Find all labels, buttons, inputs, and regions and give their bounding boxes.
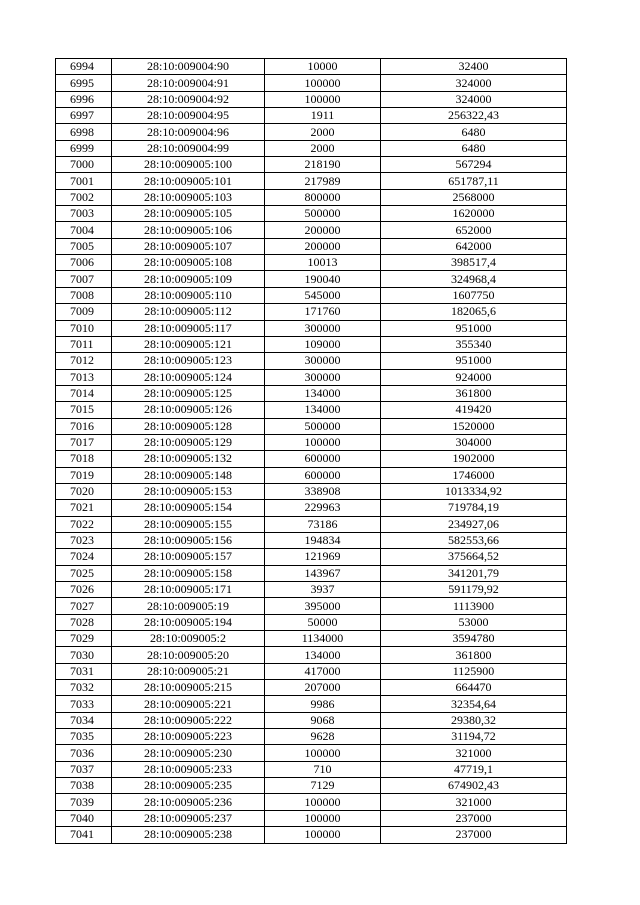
row-number-cell: 7026 [56, 582, 112, 598]
row-number-cell: 7032 [56, 680, 112, 696]
area-cell: 100000 [265, 91, 381, 107]
row-number-cell: 7024 [56, 549, 112, 565]
row-number-cell: 7035 [56, 729, 112, 745]
value-cell: 719784,19 [381, 500, 567, 516]
table-row [56, 778, 567, 794]
area-cell: 121969 [265, 549, 381, 565]
value-cell: 375664,52 [381, 549, 567, 565]
value-cell: 32400 [381, 59, 567, 75]
value-cell: 567294 [381, 157, 567, 173]
value-cell: 324000 [381, 91, 567, 107]
cadastral-number-cell: 28:10:009005:223 [112, 729, 265, 745]
row-number-cell: 7002 [56, 189, 112, 205]
cadastral-number-cell: 28:10:009005:20 [112, 647, 265, 663]
table-row [56, 304, 567, 320]
table-row [56, 173, 567, 189]
value-cell: 6480 [381, 140, 567, 156]
area-cell: 417000 [265, 663, 381, 679]
value-cell: 1125900 [381, 663, 567, 679]
cadastral-number-cell: 28:10:009005:125 [112, 385, 265, 401]
cadastral-number-cell: 28:10:009005:126 [112, 402, 265, 418]
value-cell: 324968,4 [381, 271, 567, 287]
value-cell: 361800 [381, 647, 567, 663]
area-cell: 109000 [265, 336, 381, 352]
value-cell: 924000 [381, 369, 567, 385]
area-cell: 190040 [265, 271, 381, 287]
row-number-cell: 7012 [56, 353, 112, 369]
cadastral-number-cell: 28:10:009005:110 [112, 287, 265, 303]
row-number-cell: 6996 [56, 91, 112, 107]
table-row [56, 271, 567, 287]
value-cell: 324000 [381, 75, 567, 91]
row-number-cell: 7033 [56, 696, 112, 712]
row-number-cell: 7041 [56, 827, 112, 843]
table-row [56, 238, 567, 254]
row-number-cell: 7007 [56, 271, 112, 287]
table-row [56, 680, 567, 696]
table-row [56, 206, 567, 222]
table-row [56, 434, 567, 450]
cadastral-number-cell: 28:10:009004:95 [112, 108, 265, 124]
value-cell: 951000 [381, 320, 567, 336]
area-cell: 100000 [265, 810, 381, 826]
cadastral-number-cell: 28:10:009005:101 [112, 173, 265, 189]
row-number-cell: 6998 [56, 124, 112, 140]
value-cell: 1620000 [381, 206, 567, 222]
cadastral-number-cell: 28:10:009005:194 [112, 614, 265, 630]
value-cell: 1746000 [381, 467, 567, 483]
table-row [56, 287, 567, 303]
row-number-cell: 7039 [56, 794, 112, 810]
cadastral-number-cell: 28:10:009005:237 [112, 810, 265, 826]
value-cell: 1113900 [381, 598, 567, 614]
value-cell: 582553,66 [381, 532, 567, 548]
area-cell: 710 [265, 761, 381, 777]
table-row [56, 582, 567, 598]
cadastral-number-cell: 28:10:009005:238 [112, 827, 265, 843]
table-row [56, 385, 567, 401]
area-cell: 2000 [265, 124, 381, 140]
table-row [56, 516, 567, 532]
cadastral-number-cell: 28:10:009004:96 [112, 124, 265, 140]
area-cell: 1911 [265, 108, 381, 124]
row-number-cell: 7009 [56, 304, 112, 320]
area-cell: 100000 [265, 794, 381, 810]
row-number-cell: 7029 [56, 631, 112, 647]
value-cell: 2568000 [381, 189, 567, 205]
cadastral-number-cell: 28:10:009005:171 [112, 582, 265, 598]
area-cell: 218190 [265, 157, 381, 173]
row-number-cell: 7020 [56, 483, 112, 499]
row-number-cell: 7030 [56, 647, 112, 663]
cadastral-number-cell: 28:10:009005:105 [112, 206, 265, 222]
value-cell: 419420 [381, 402, 567, 418]
area-cell: 338908 [265, 483, 381, 499]
cadastral-number-cell: 28:10:009005:153 [112, 483, 265, 499]
row-number-cell: 7031 [56, 663, 112, 679]
row-number-cell: 7005 [56, 238, 112, 254]
area-cell: 194834 [265, 532, 381, 548]
table-row [56, 124, 567, 140]
row-number-cell: 7000 [56, 157, 112, 173]
row-number-cell: 6994 [56, 59, 112, 75]
cadastral-number-cell: 28:10:009005:123 [112, 353, 265, 369]
row-number-cell: 7010 [56, 320, 112, 336]
table-row [56, 369, 567, 385]
cadastral-number-cell: 28:10:009005:100 [112, 157, 265, 173]
row-number-cell: 7008 [56, 287, 112, 303]
value-cell: 651787,11 [381, 173, 567, 189]
table-row [56, 402, 567, 418]
area-cell: 9986 [265, 696, 381, 712]
row-number-cell: 6995 [56, 75, 112, 91]
value-cell: 53000 [381, 614, 567, 630]
value-cell: 1607750 [381, 287, 567, 303]
area-cell: 600000 [265, 451, 381, 467]
cadastral-number-cell: 28:10:009005:154 [112, 500, 265, 516]
value-cell: 1520000 [381, 418, 567, 434]
area-cell: 395000 [265, 598, 381, 614]
cadastral-number-cell: 28:10:009005:107 [112, 238, 265, 254]
table-row [56, 75, 567, 91]
row-number-cell: 7034 [56, 712, 112, 728]
table-row [56, 500, 567, 516]
area-cell: 100000 [265, 827, 381, 843]
value-cell: 1013334,92 [381, 483, 567, 499]
value-cell: 234927,06 [381, 516, 567, 532]
area-cell: 50000 [265, 614, 381, 630]
area-cell: 545000 [265, 287, 381, 303]
area-cell: 143967 [265, 565, 381, 581]
value-cell: 31194,72 [381, 729, 567, 745]
cadastral-number-cell: 28:10:009005:19 [112, 598, 265, 614]
row-number-cell: 7006 [56, 255, 112, 271]
value-cell: 237000 [381, 810, 567, 826]
value-cell: 361800 [381, 385, 567, 401]
table-row [56, 320, 567, 336]
area-cell: 134000 [265, 385, 381, 401]
area-cell: 300000 [265, 353, 381, 369]
row-number-cell: 7017 [56, 434, 112, 450]
value-cell: 237000 [381, 827, 567, 843]
cadastral-number-cell: 28:10:009005:157 [112, 549, 265, 565]
area-cell: 134000 [265, 402, 381, 418]
cadastral-number-cell: 28:10:009005:132 [112, 451, 265, 467]
cadastral-number-cell: 28:10:009005:121 [112, 336, 265, 352]
table-row [56, 598, 567, 614]
value-cell: 29380,32 [381, 712, 567, 728]
area-cell: 7129 [265, 778, 381, 794]
value-cell: 642000 [381, 238, 567, 254]
cadastral-number-cell: 28:10:009005:233 [112, 761, 265, 777]
value-cell: 32354,64 [381, 696, 567, 712]
value-cell: 256322,43 [381, 108, 567, 124]
area-cell: 229963 [265, 500, 381, 516]
cadastral-number-cell: 28:10:009004:92 [112, 91, 265, 107]
table-row [56, 761, 567, 777]
table-row [56, 157, 567, 173]
table-row [56, 108, 567, 124]
table-row [56, 696, 567, 712]
cadastral-number-cell: 28:10:009005:108 [112, 255, 265, 271]
table-row [56, 712, 567, 728]
area-cell: 300000 [265, 369, 381, 385]
table-row [56, 336, 567, 352]
value-cell: 6480 [381, 124, 567, 140]
row-number-cell: 7027 [56, 598, 112, 614]
cadastral-number-cell: 28:10:009005:148 [112, 467, 265, 483]
table-row [56, 729, 567, 745]
row-number-cell: 7038 [56, 778, 112, 794]
cadastral-number-cell: 28:10:009005:222 [112, 712, 265, 728]
table-row [56, 631, 567, 647]
row-number-cell: 7015 [56, 402, 112, 418]
row-number-cell: 6999 [56, 140, 112, 156]
area-cell: 1134000 [265, 631, 381, 647]
value-cell: 652000 [381, 222, 567, 238]
table-body [56, 59, 567, 844]
area-cell: 500000 [265, 206, 381, 222]
row-number-cell: 7016 [56, 418, 112, 434]
area-cell: 207000 [265, 680, 381, 696]
area-cell: 73186 [265, 516, 381, 532]
table-row [56, 353, 567, 369]
table-row [56, 255, 567, 271]
cadastral-number-cell: 28:10:009005:124 [112, 369, 265, 385]
row-number-cell: 7037 [56, 761, 112, 777]
cadastral-number-cell: 28:10:009004:90 [112, 59, 265, 75]
cadastral-number-cell: 28:10:009005:236 [112, 794, 265, 810]
cadastral-number-cell: 28:10:009005:112 [112, 304, 265, 320]
area-cell: 800000 [265, 189, 381, 205]
row-number-cell: 6997 [56, 108, 112, 124]
row-number-cell: 7001 [56, 173, 112, 189]
value-cell: 304000 [381, 434, 567, 450]
table-row [56, 647, 567, 663]
value-cell: 47719,1 [381, 761, 567, 777]
cadastral-number-cell: 28:10:009005:129 [112, 434, 265, 450]
table-row [56, 483, 567, 499]
cadastral-table [55, 58, 567, 844]
value-cell: 321000 [381, 794, 567, 810]
cadastral-number-cell: 28:10:009005:106 [112, 222, 265, 238]
area-cell: 10013 [265, 255, 381, 271]
area-cell: 217989 [265, 173, 381, 189]
row-number-cell: 7025 [56, 565, 112, 581]
cadastral-number-cell: 28:10:009005:21 [112, 663, 265, 679]
cadastral-number-cell: 28:10:009005:215 [112, 680, 265, 696]
cadastral-number-cell: 28:10:009004:99 [112, 140, 265, 156]
cadastral-number-cell: 28:10:009005:2 [112, 631, 265, 647]
value-cell: 591179,92 [381, 582, 567, 598]
area-cell: 100000 [265, 745, 381, 761]
area-cell: 171760 [265, 304, 381, 320]
row-number-cell: 7014 [56, 385, 112, 401]
row-number-cell: 7028 [56, 614, 112, 630]
area-cell: 134000 [265, 647, 381, 663]
table-row [56, 810, 567, 826]
value-cell: 674902,43 [381, 778, 567, 794]
row-number-cell: 7013 [56, 369, 112, 385]
table-row [56, 222, 567, 238]
table-row [56, 745, 567, 761]
table-row [56, 140, 567, 156]
row-number-cell: 7036 [56, 745, 112, 761]
row-number-cell: 7040 [56, 810, 112, 826]
row-number-cell: 7018 [56, 451, 112, 467]
cadastral-number-cell: 28:10:009005:156 [112, 532, 265, 548]
area-cell: 9068 [265, 712, 381, 728]
table-row [56, 565, 567, 581]
area-cell: 10000 [265, 59, 381, 75]
table-row [56, 663, 567, 679]
area-cell: 100000 [265, 434, 381, 450]
value-cell: 182065,6 [381, 304, 567, 320]
table-row [56, 451, 567, 467]
value-cell: 3594780 [381, 631, 567, 647]
value-cell: 1902000 [381, 451, 567, 467]
cadastral-number-cell: 28:10:009005:128 [112, 418, 265, 434]
value-cell: 321000 [381, 745, 567, 761]
value-cell: 398517,4 [381, 255, 567, 271]
area-cell: 2000 [265, 140, 381, 156]
area-cell: 9628 [265, 729, 381, 745]
area-cell: 100000 [265, 75, 381, 91]
cadastral-number-cell: 28:10:009005:109 [112, 271, 265, 287]
cadastral-number-cell: 28:10:009005:221 [112, 696, 265, 712]
row-number-cell: 7023 [56, 532, 112, 548]
row-number-cell: 7019 [56, 467, 112, 483]
row-number-cell: 7004 [56, 222, 112, 238]
row-number-cell: 7011 [56, 336, 112, 352]
table-row [56, 549, 567, 565]
value-cell: 664470 [381, 680, 567, 696]
area-cell: 300000 [265, 320, 381, 336]
table-row [56, 189, 567, 205]
area-cell: 200000 [265, 238, 381, 254]
table-row [56, 467, 567, 483]
value-cell: 355340 [381, 336, 567, 352]
table-row [56, 91, 567, 107]
table-row [56, 59, 567, 75]
table-row [56, 532, 567, 548]
row-number-cell: 7022 [56, 516, 112, 532]
table-row [56, 614, 567, 630]
row-number-cell: 7021 [56, 500, 112, 516]
value-cell: 341201,79 [381, 565, 567, 581]
area-cell: 3937 [265, 582, 381, 598]
cadastral-number-cell: 28:10:009005:158 [112, 565, 265, 581]
document-page [55, 58, 566, 844]
cadastral-number-cell: 28:10:009005:155 [112, 516, 265, 532]
area-cell: 600000 [265, 467, 381, 483]
table-row [56, 827, 567, 843]
row-number-cell: 7003 [56, 206, 112, 222]
cadastral-number-cell: 28:10:009004:91 [112, 75, 265, 91]
table-row [56, 418, 567, 434]
value-cell: 951000 [381, 353, 567, 369]
area-cell: 200000 [265, 222, 381, 238]
cadastral-number-cell: 28:10:009005:235 [112, 778, 265, 794]
table-row [56, 794, 567, 810]
area-cell: 500000 [265, 418, 381, 434]
cadastral-number-cell: 28:10:009005:117 [112, 320, 265, 336]
cadastral-number-cell: 28:10:009005:230 [112, 745, 265, 761]
cadastral-number-cell: 28:10:009005:103 [112, 189, 265, 205]
